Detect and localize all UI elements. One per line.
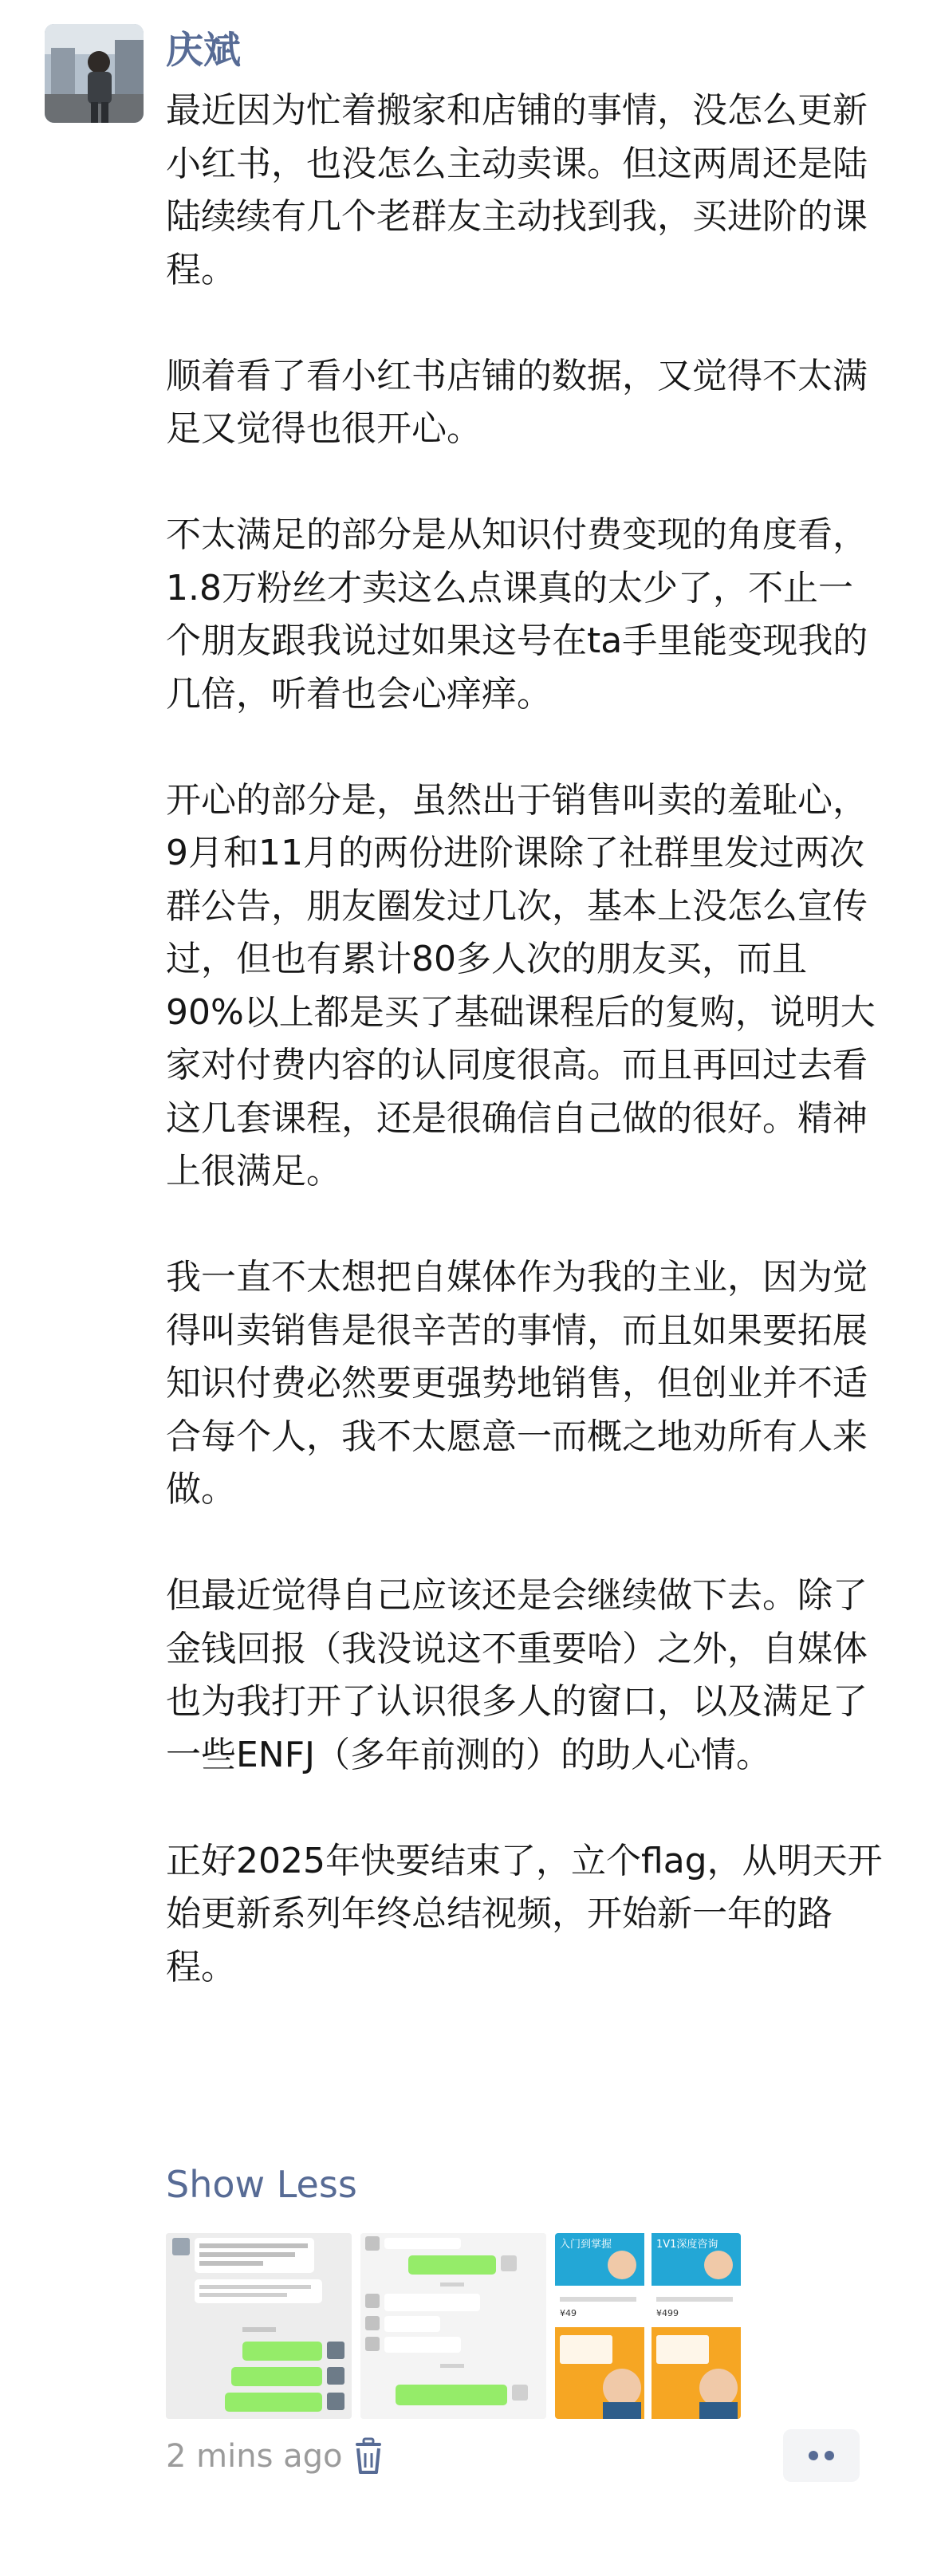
course-promo-image — [555, 2233, 741, 2419]
promo-price-1: ¥49 — [560, 2308, 577, 2318]
image-thumbnail-2[interactable] — [360, 2233, 546, 2419]
image-thumbnail-3[interactable] — [555, 2233, 741, 2419]
post-paragraph: 但最近觉得自己应该还是会继续做下去。除了金钱回报（我没说这不重要哈）之外，自媒体也为我打开了认识很多人的窗口，以及满足了一些ENFJ（多年前测的）的助人心情。 — [166, 1575, 868, 1775]
timestamp: 2 mins ago — [166, 2438, 343, 2475]
post-text — [166, 85, 884, 1994]
post-paragraph: 最近因为忙着搬家和店铺的事情，没怎么更新小红书，也没怎么主动卖课。但这两周还是陆陆续续有几个老群友主动找到我，买进阶的课程。 — [166, 90, 868, 290]
promo-title-left: 入门到掌握 — [560, 2239, 612, 2251]
image-thumbnail-1[interactable] — [166, 2233, 352, 2419]
post-paragraph: 我一直不太想把自媒体作为我的主业，因为觉得叫卖销售是很辛苦的事情，而且如果要拓展知识付费必然要更强势地销售，但创业并不适合每个人，我不太愿意一而概之地劝所有人来做。 — [166, 1257, 868, 1510]
chat-screenshot-image — [166, 2233, 352, 2419]
show-less-link[interactable]: Show Less — [166, 2163, 357, 2206]
promo-title-right: 1V1深度咨询 — [656, 2239, 718, 2251]
author-name[interactable]: 庆斌 — [166, 29, 241, 73]
trash-icon — [348, 2436, 389, 2477]
chat-screenshot-image — [360, 2233, 546, 2419]
avatar[interactable] — [45, 24, 144, 123]
promo-price-2: ¥499 — [656, 2308, 679, 2318]
more-actions-button[interactable] — [783, 2429, 860, 2482]
post-paragraph: 正好2025年快要结束了，立个flag，从明天开始更新系列年终总结视频，开始新一年的路程。 — [166, 1840, 883, 1987]
delete-button[interactable] — [348, 2436, 389, 2477]
post-paragraph: 开心的部分是，虽然出于销售叫卖的羞耻心，9月和11月的两份进阶课除了社群里发过两次群公告，朋友圈发过几次，基本上没怎么宣传过，但也有累计80多人次的朋友买，而且90%以上都是买了基础课程后的复购，说明大家对付费内容的认同度很高。而且再回过去看这几套课程，还是很确信自己做的很好。精神上很满足。 — [166, 779, 876, 1191]
more-dots-icon — [783, 2429, 860, 2482]
avatar-photo — [45, 24, 144, 123]
post-paragraph: 不太满足的部分是从知识付费变现的角度看，1.8万粉丝才卖这么点课真的太少了，不止一个朋友跟我说过如果这号在ta手里能变现我的几倍，听着也会心痒痒。 — [166, 514, 868, 715]
post-paragraph: 顺着看了看小红书店铺的数据，又觉得不太满足又觉得也很开心。 — [166, 355, 868, 449]
